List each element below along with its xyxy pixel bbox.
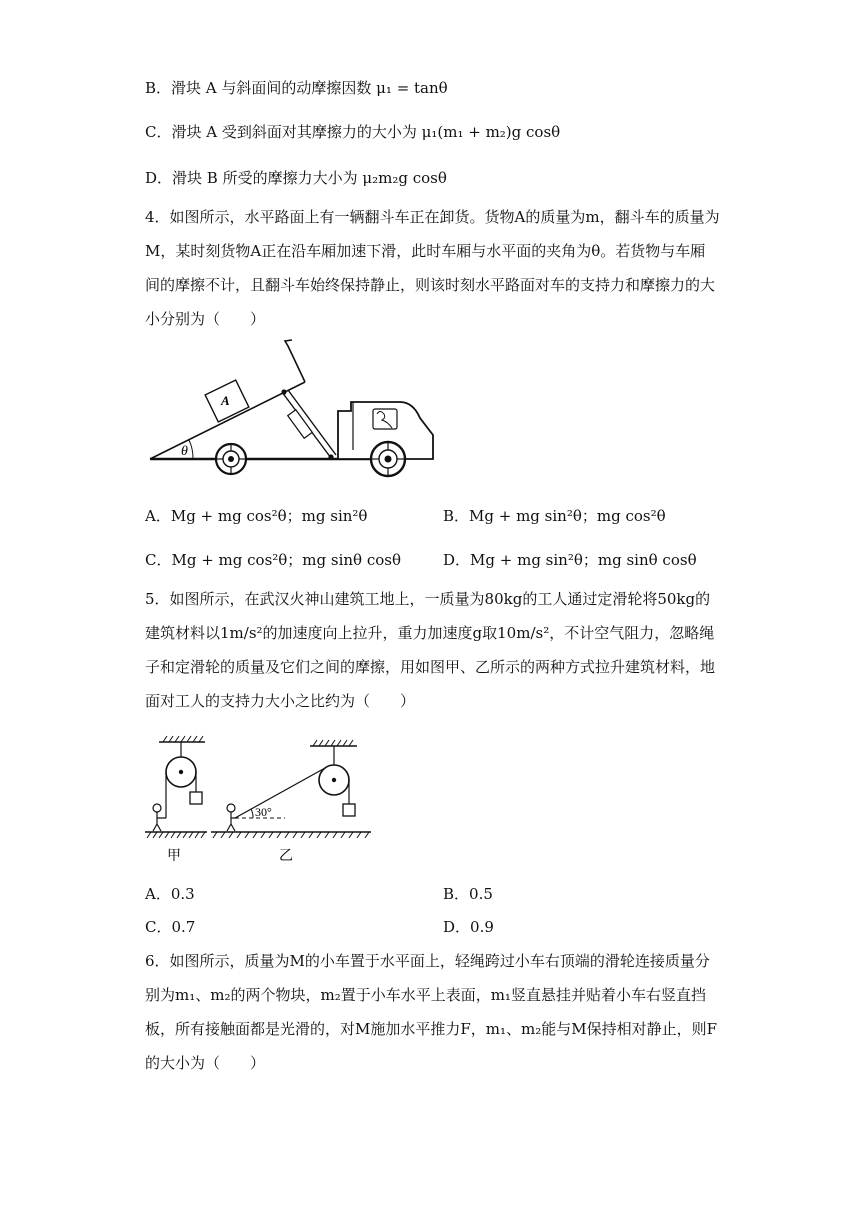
block-a-label: A <box>221 393 230 408</box>
q3-option-d: D．滑块 B 所受的摩擦力大小为 μ₂m₂g cosθ <box>145 169 447 187</box>
q5-option-b: B．0.5 <box>443 885 493 903</box>
q4-stem: 4．如图所示，水平路面上有一辆翻斗车正在卸货。货物A的质量为m，翻斗车的质量为M，某时刻货物A正在沿车厢加速下滑，此时车厢与水平面的夹角为θ。若货物与车厢间的摩擦不计，且翻斗车始终保持静止，则该时刻水平路面对车的支持力和摩擦力的大小分别为（ ） <box>145 208 720 328</box>
q3-option-c: C．滑块 A 受到斜面对其摩擦力的大小为 μ₁(m₁ + m₂)g cosθ <box>145 123 561 141</box>
q5-option-c: C．0.7 <box>145 918 196 936</box>
q4-option-b: B．Mg + mg sin²θ；mg cos²θ <box>443 507 666 525</box>
front-wheel <box>371 442 405 476</box>
q4-option-d: D．Mg + mg sin²θ；mg sinθ cosθ <box>443 551 697 569</box>
q5-stem: 5．如图所示，在武汉火神山建筑工地上，一质量为80kg的工人通过定滑轮将50kg的建筑材料以1m/s²的加速度向上拉升，重力加速度g取10m/s²，不计空气阻力，忽略绳子和定滑轮的质量及它们之间的摩擦，用如图甲、乙所示的两种方式拉升建筑材料，地面对工人的支持力大小之比约为（ ） <box>145 590 716 710</box>
q5-option-a: A．0.3 <box>145 885 195 903</box>
q4-option-a: A．Mg + mg cos²θ；mg sin²θ <box>145 507 368 525</box>
label-jia: 甲 <box>167 848 181 864</box>
angle-30-label: 30° <box>255 805 272 819</box>
q3-option-b: B．滑块 A 与斜面间的动摩擦因数 μ₁ = tanθ <box>145 79 448 97</box>
q6-stem: 6．如图所示，质量为M的小车置于水平面上，轻绳跨过小车右顶端的滑轮连接质量分别为m₁、m₂的两个物块，m₂置于小车水平上表面，m₁竖直悬挂并贴着小车右竖直挡板，所有接触面都是光滑的，对M施加水平推力F，m₁、m₂能与M保持相对静止，则F的大小为（ ） <box>145 952 718 1072</box>
rear-wheel <box>216 444 246 474</box>
angle-label: θ <box>181 444 188 459</box>
pulley-figure <box>145 732 375 864</box>
dump-truck-figure <box>145 338 445 488</box>
label-yi: 乙 <box>279 848 293 864</box>
q5-option-d: D．0.9 <box>443 918 494 936</box>
q4-option-c: C．Mg + mg cos²θ；mg sinθ cosθ <box>145 551 402 569</box>
